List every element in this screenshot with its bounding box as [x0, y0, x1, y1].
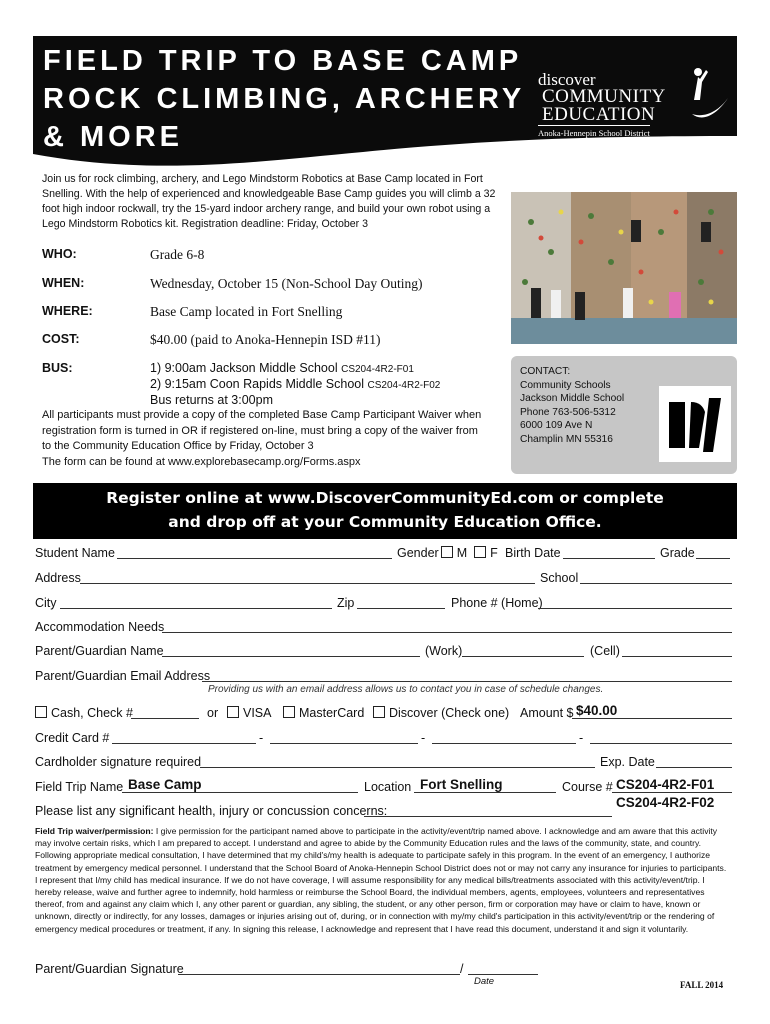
- bus-return-text: Bus returns at 3:00pm: [150, 393, 273, 407]
- amount-field[interactable]: [572, 718, 732, 719]
- student-name-field[interactable]: [117, 558, 392, 559]
- accommodation-field[interactable]: [162, 632, 732, 633]
- bus-label: BUS:: [42, 361, 73, 375]
- register-line-2: and drop off at your Community Education Office.: [168, 513, 602, 531]
- register-banner: [33, 483, 737, 539]
- city-field[interactable]: [60, 608, 332, 609]
- logo-community-text: COMMUNITY: [542, 86, 666, 107]
- title-line-3: & MORE: [43, 121, 183, 153]
- mastercard-label: MasterCard: [299, 706, 365, 720]
- health-concerns-label: Please list any significant health, injury or concussion concerns:: [35, 804, 388, 818]
- season-label: FALL 2014: [680, 980, 724, 990]
- amount-value: $40.00: [576, 703, 618, 718]
- waiver-notice: [42, 408, 482, 470]
- gender-group: [397, 546, 498, 560]
- credit-card-label: Credit Card #: [35, 731, 110, 745]
- who-label: WHO:: [42, 247, 77, 261]
- location-label: Location: [364, 780, 412, 794]
- parent-name-label: Parent/Guardian Name: [35, 644, 164, 658]
- exp-date-field[interactable]: [656, 767, 732, 768]
- course-field[interactable]: [612, 792, 732, 793]
- health-concerns-field[interactable]: [364, 816, 612, 817]
- payment-mastercard: [283, 706, 364, 720]
- field-trip-name-label: Field Trip Name: [35, 780, 124, 794]
- email-note: Providing us with an email address allows us to contact you in case of schedule changes.: [208, 684, 604, 695]
- course-value-1: CS204-4R2-F01: [616, 777, 715, 792]
- cost-label: COST:: [42, 332, 80, 346]
- contact-line: Community Schools: [520, 379, 611, 391]
- accommodation-label: Accommodation Needs: [35, 620, 165, 634]
- credit-card-group-1[interactable]: [112, 743, 256, 744]
- home-phone-field[interactable]: [538, 608, 732, 609]
- check-one-note: (Check one): [441, 706, 510, 720]
- where-label: WHERE:: [42, 304, 93, 318]
- contact-line: 6000 109 Ave N: [520, 420, 593, 431]
- school-logo: [659, 386, 731, 462]
- school-label: School: [540, 571, 579, 585]
- work-phone-label: (Work): [425, 644, 463, 658]
- cell-phone-label: (Cell): [590, 644, 620, 658]
- address-field[interactable]: [80, 583, 535, 584]
- check-number-field[interactable]: [131, 718, 199, 719]
- bus-line-1: [150, 361, 414, 375]
- location-value: Fort Snelling: [420, 777, 503, 792]
- title-line-2: ROCK CLIMBING, ARCHERY: [43, 83, 526, 115]
- logo-discover-text: discover: [538, 70, 596, 89]
- contact-line: Jackson Middle School: [520, 393, 625, 404]
- birth-date-field[interactable]: [563, 558, 655, 559]
- gender-f-checkbox[interactable]: [474, 546, 486, 558]
- amount-label: Amount $: [520, 706, 574, 720]
- birth-date-label: Birth Date: [505, 546, 561, 560]
- bus-line-2: [150, 377, 440, 391]
- waiver-body: I give permission for the participant named above to participate in the activity/event/trip named above. I acknowledge and am aware that this activity may involve certain risks, which I am prepared to accept. I understand and agree to abide by the Community Education rules and the laws of the community, state, and country. Following appropriate medical consultation, I have determined that my child's/my health is adequate to participate safely in this program. In the event of an emergency, I authorize treatment by emergency medical personnel. I understand that the School Board of Anoka-Hennepin School District does not or may not carry any insurance for injuries to participants. I represent that I/my child has medical insurance. If we do not have coverage, I will assume responsibility for any medical bills/treatments associated with this activity/event/trip. I hereby release, waive and further agree to indemnify, hold harmless or reimburse the School Board, the individual members, agents, employees, volunteers and representatives thereof, from and against any claim which I, any other parent or guardian, any sibling, the student, or any other person, firm or corporation may have or claim to have, known or unknown, directly or indirectly, for any losses, damages or injuries arising out of, during, or in connection with my/my child's participation in this activity/event/trip or the rendering of emergency medical procedures or treatment, if any. In signing this release, I acknowledge and represent that I have read this document, understand it and sign it voluntarily.: [35, 826, 727, 934]
- contact-line: Champlin MN 55316: [520, 433, 613, 445]
- cash-check-label: Cash, Check #: [51, 706, 133, 720]
- header-banner: [33, 36, 737, 172]
- work-phone-field[interactable]: [462, 656, 584, 657]
- credit-card-group-2[interactable]: [270, 743, 418, 744]
- zip-field[interactable]: [357, 608, 445, 609]
- parent-name-field[interactable]: [162, 656, 420, 657]
- grade-field[interactable]: [696, 558, 730, 559]
- location-field[interactable]: [414, 792, 556, 793]
- gender-m-checkbox[interactable]: [441, 546, 453, 558]
- payment-visa: [227, 706, 272, 720]
- dash-3: -: [579, 731, 584, 745]
- course-value-2: CS204-4R2-F02: [616, 795, 715, 810]
- date-label: Date: [474, 976, 495, 987]
- where-value: Base Camp located in Fort Snelling: [150, 304, 343, 319]
- logo-district-text: Anoka-Hennepin School District: [538, 125, 650, 138]
- school-field[interactable]: [580, 583, 732, 584]
- school-logo-icon: [659, 386, 731, 462]
- contact-info: [520, 365, 624, 446]
- rock-climbing-photo: [511, 192, 737, 344]
- signature-date-field[interactable]: [468, 974, 538, 975]
- dash-1: -: [259, 731, 264, 745]
- waiver-form-url: The form can be found at www.explorebasecamp.org/Forms.aspx: [42, 455, 361, 468]
- register-line-1: Register online at www.DiscoverCommunityEd.com or complete: [106, 489, 664, 507]
- title-line-1: FIELD TRIP TO BASE CAMP: [43, 45, 523, 77]
- parent-email-label: Parent/Guardian Email Address: [35, 669, 211, 683]
- signature-slash: /: [460, 962, 464, 976]
- when-label: WHEN:: [42, 276, 85, 290]
- bus-2-text: 2) 9:15am Coon Rapids Middle School: [150, 377, 365, 391]
- contact-box: [511, 356, 737, 474]
- gender-m-label: M: [456, 546, 468, 560]
- page-title: [43, 42, 525, 156]
- address-label: Address: [35, 571, 81, 585]
- payment-discover: [373, 706, 509, 720]
- field-trip-name-value: Base Camp: [128, 777, 202, 792]
- discover-checkbox[interactable]: [373, 706, 385, 718]
- cash-check-checkbox[interactable]: [35, 706, 47, 718]
- credit-card-group-3[interactable]: [432, 743, 576, 744]
- cost-value: $40.00 (paid to Anoka-Hennepin ISD #11): [150, 332, 381, 347]
- bus-2-code: CS204-4R2-F02: [367, 380, 441, 391]
- field-trip-name-field[interactable]: [122, 792, 358, 793]
- zip-label: Zip: [337, 596, 355, 610]
- dash-2: -: [421, 731, 426, 745]
- cardholder-signature-label: Cardholder signature required: [35, 755, 202, 769]
- visa-label: VISA: [243, 706, 272, 720]
- visa-checkbox[interactable]: [227, 706, 239, 718]
- contact-phone: Phone 763-506-5312: [520, 406, 616, 418]
- gender-f-label: F: [490, 546, 498, 560]
- city-label: City: [35, 596, 57, 610]
- community-education-logo: [536, 70, 726, 150]
- who-value: Grade 6-8: [150, 247, 205, 262]
- exp-date-label: Exp. Date: [600, 755, 655, 769]
- figure-logo-icon: [686, 66, 730, 126]
- logo-education-text: EDUCATION: [542, 104, 656, 125]
- or-text: or: [207, 706, 219, 720]
- contact-heading: CONTACT:: [520, 366, 571, 377]
- bus-1-code: CS204-4R2-F01: [341, 364, 414, 375]
- gender-label: Gender: [397, 546, 439, 560]
- parent-email-field[interactable]: [202, 681, 732, 682]
- student-name-label: Student Name: [35, 546, 115, 560]
- waiver-text: [35, 825, 730, 935]
- mastercard-checkbox[interactable]: [283, 706, 295, 718]
- payment-cash-check: [35, 706, 133, 720]
- parent-signature-field[interactable]: [178, 974, 460, 975]
- when-value: Wednesday, October 15 (Non-School Day Outing): [150, 276, 423, 291]
- intro-paragraph: Join us for rock climbing, archery, and Lego Mindstorm Robotics at Base Camp located in Fort Snelling. With the help of experienced and knowledgeable Base Camp guides you will climb a 32 foot high indoor rockwall, try the 15-yard indoor archery range, and build your own robot using a Lego Mindstorm Robotics kit. Registration deadline: Friday, October 3: [42, 173, 496, 230]
- waiver-notice-text: All participants must provide a copy of the completed Base Camp Participant Waiver when registration form is turned in OR if registered on-line, must bring a copy of the waiver from to the Community Education Office by Friday, October 3: [42, 409, 482, 452]
- bus-1-text: 1) 9:00am Jackson Middle School: [150, 361, 338, 375]
- cardholder-signature-field[interactable]: [200, 767, 595, 768]
- parent-signature-label: Parent/Guardian Signature: [35, 962, 184, 976]
- grade-label: Grade: [660, 546, 695, 560]
- cell-phone-field[interactable]: [622, 656, 732, 657]
- discover-label: Discover: [389, 706, 438, 720]
- waiver-lead: Field Trip waiver/permission:: [35, 826, 154, 836]
- course-label: Course #: [562, 780, 613, 794]
- credit-card-group-4[interactable]: [590, 743, 732, 744]
- home-phone-label: Phone # (Home): [451, 596, 543, 610]
